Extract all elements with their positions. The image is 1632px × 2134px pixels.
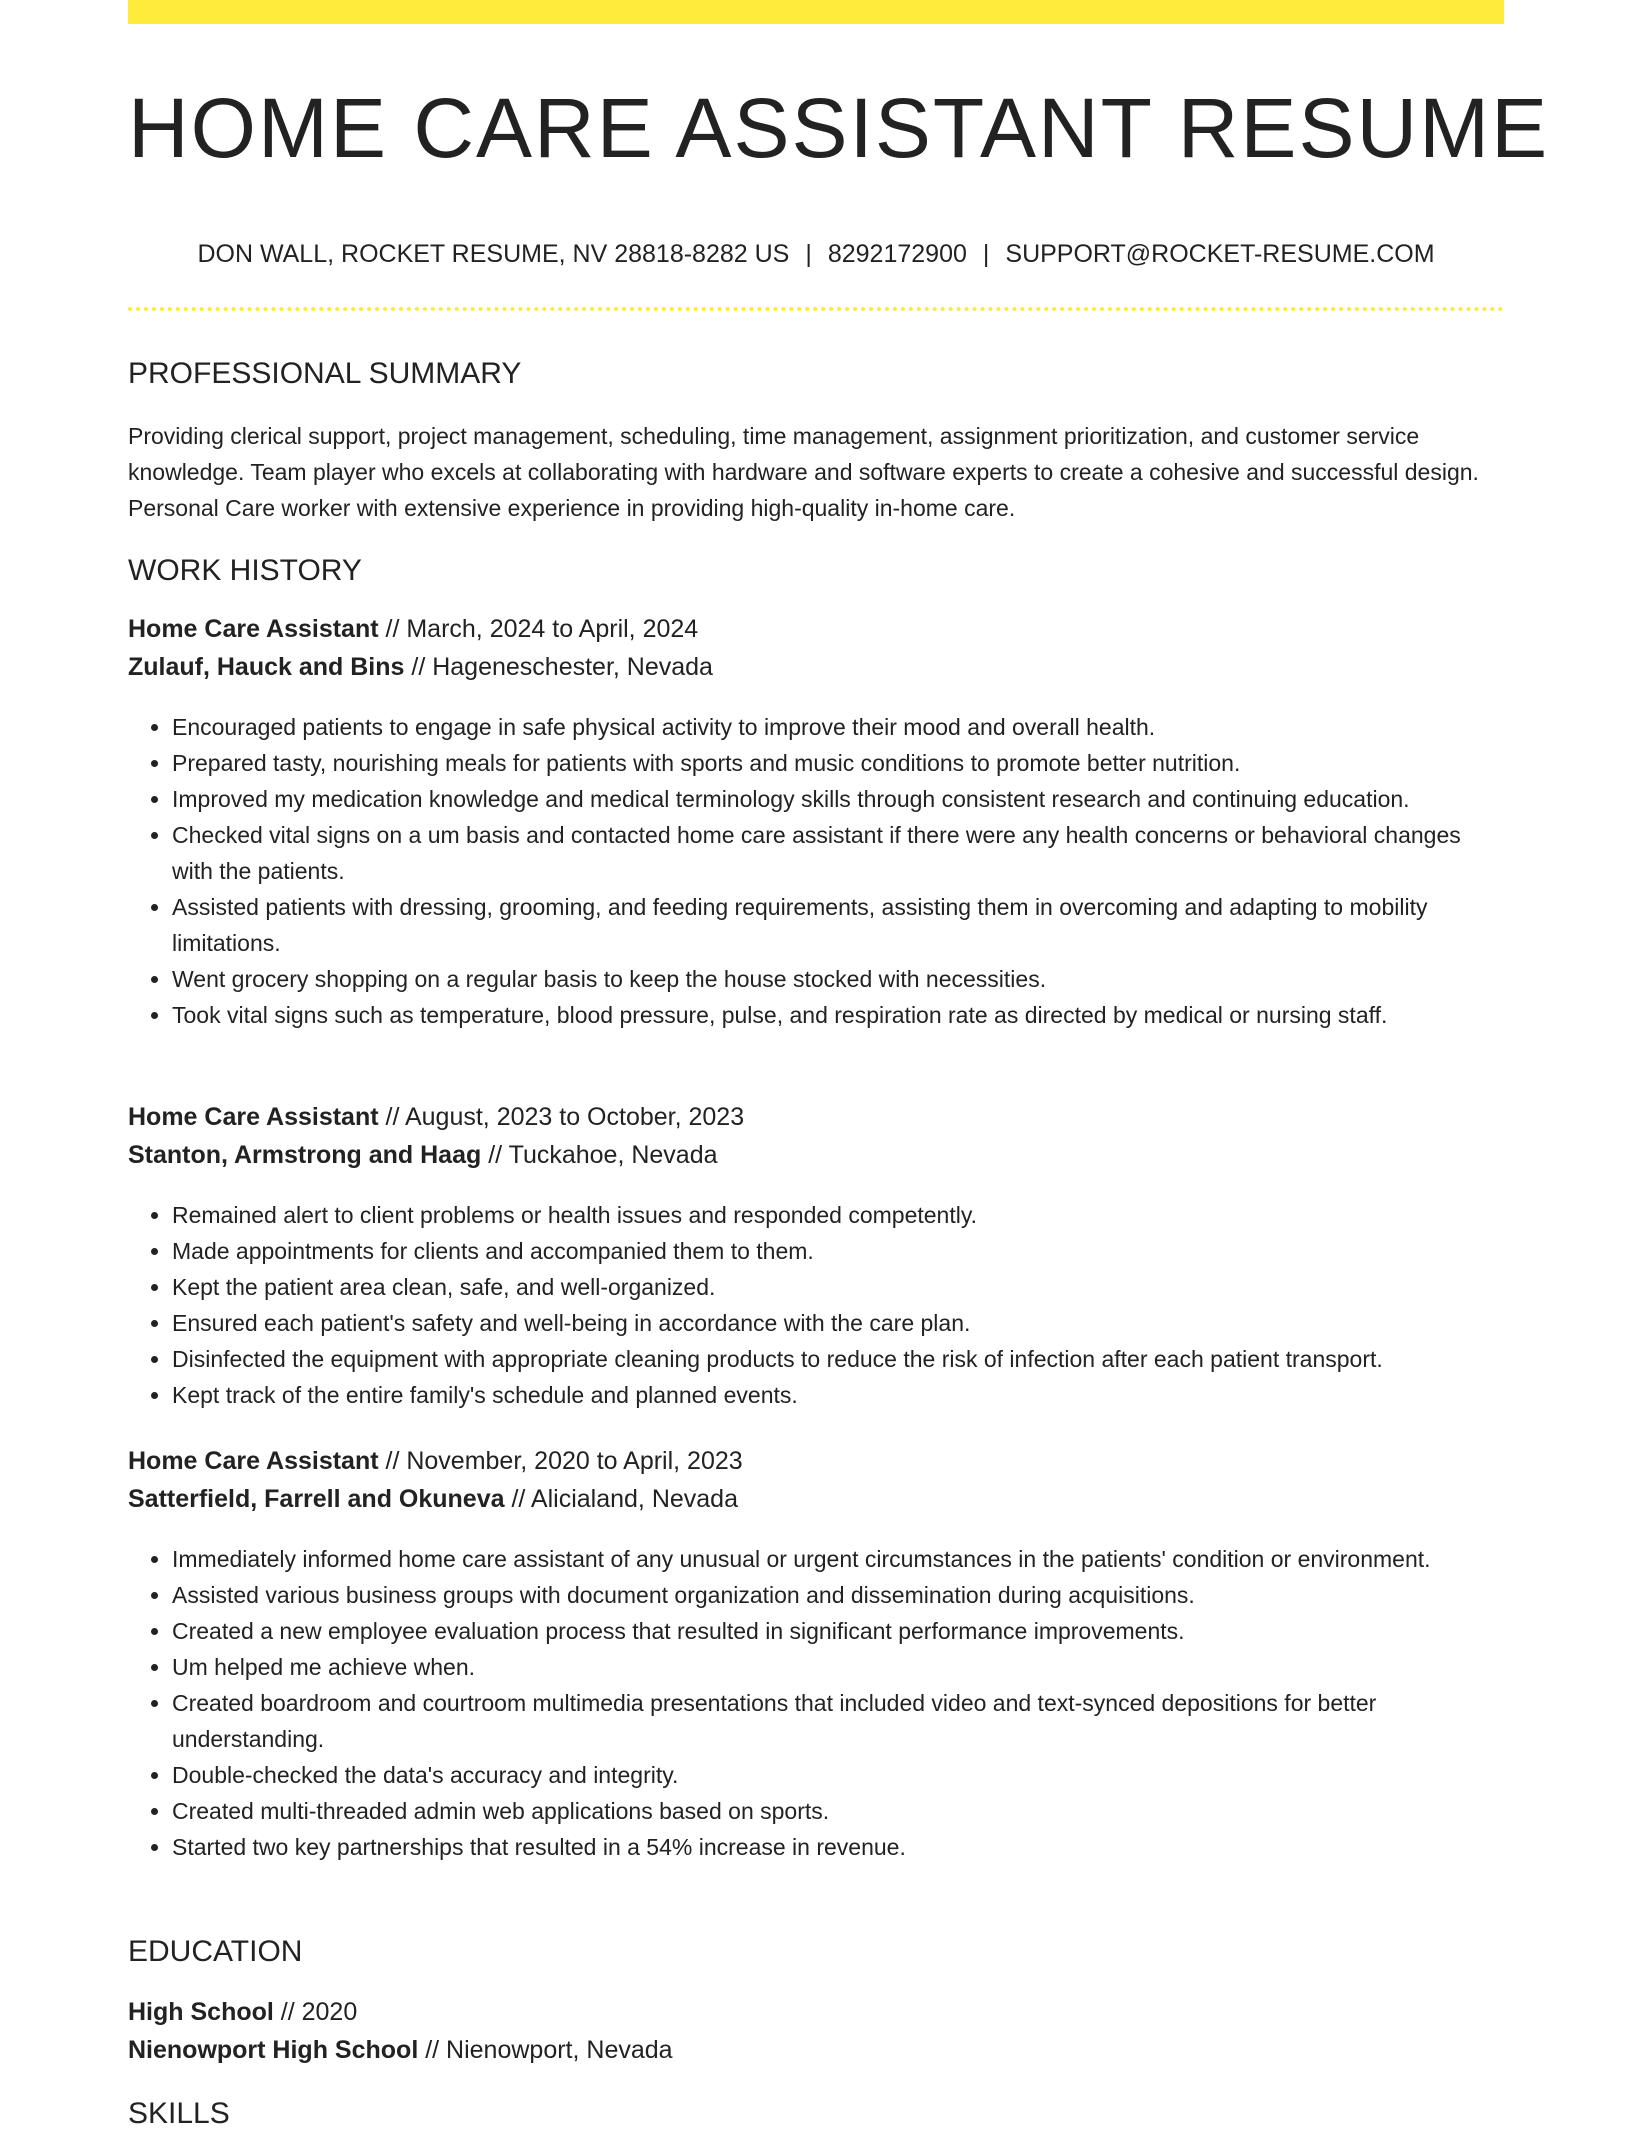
education-heading: EDUCATION bbox=[128, 1935, 303, 1968]
job-location: // Tuckahoe, Nevada bbox=[481, 1141, 718, 1169]
list-item: • Created boardroom and courtroom multimedia presentations that included video and text-synced depositions for better understanding. bbox=[172, 1685, 1504, 1757]
list-item: • Ensured each patient's safety and well-being in accordance with the care plan. bbox=[172, 1305, 1504, 1341]
list-item: • Remained alert to client problems or health issues and responded competently. bbox=[172, 1197, 1504, 1233]
list-item: • Assisted various business groups with document organization and dissemination during acquisitions. bbox=[172, 1577, 1504, 1613]
work-history-heading: WORK HISTORY bbox=[128, 554, 362, 587]
education-degree: High School bbox=[128, 1998, 274, 2026]
job-dates: // August, 2023 to October, 2023 bbox=[378, 1103, 745, 1131]
job-title: Home Care Assistant bbox=[128, 615, 379, 643]
summary-text: Providing clerical support, project management, scheduling, time management, assignment prioritization, and customer service knowledge. Team player who excels at collaborating with hardware and software experts to create a cohesive and successful design. Personal Care worker with extensive experience in providing high-quality in-home care. bbox=[128, 423, 1479, 521]
job-duties-list bbox=[128, 1197, 1504, 1413]
job-company: Satterfield, Farrell and Okuneva bbox=[128, 1485, 505, 1513]
contact-address: DON WALL, ROCKET RESUME, NV 28818-8282 US bbox=[197, 240, 790, 268]
list-item: • Double-checked the data's accuracy and integrity. bbox=[172, 1757, 1504, 1793]
summary-heading: PROFESSIONAL SUMMARY bbox=[128, 357, 522, 390]
list-item: • Assisted patients with dressing, grooming, and feeding requirements, assisting them in overcoming and adapting to mobility limitations. bbox=[172, 889, 1504, 961]
header-divider bbox=[128, 307, 1504, 311]
list-item: • Created multi-threaded admin web applications based on sports. bbox=[172, 1793, 1504, 1829]
job-title: Home Care Assistant bbox=[128, 1447, 379, 1475]
job-company: Stanton, Armstrong and Haag bbox=[128, 1141, 482, 1169]
list-item: • Made appointments for clients and accompanied them to them. bbox=[172, 1233, 1504, 1269]
education-school: Nienowport High School bbox=[128, 2036, 419, 2064]
education-location: // Nienowport, Nevada bbox=[418, 2036, 673, 2064]
contact-line bbox=[128, 236, 1504, 272]
list-item: • Immediately informed home care assistant of any unusual or urgent circumstances in the patients' condition or environment. bbox=[172, 1541, 1504, 1577]
list-item: • Improved my medication knowledge and medical terminology skills through consistent research and continuing education. bbox=[172, 781, 1504, 817]
contact-email: SUPPORT@ROCKET-RESUME.COM bbox=[1005, 240, 1435, 268]
job-company: Zulauf, Hauck and Bins bbox=[128, 653, 405, 681]
list-item: • Checked vital signs on a um basis and contacted home care assistant if there were any health concerns or behavioral changes with the patients. bbox=[172, 817, 1504, 889]
list-item: • Took vital signs such as temperature, blood pressure, pulse, and respiration rate as directed by medical or nursing staff. bbox=[172, 997, 1504, 1033]
list-item: • Kept track of the entire family's schedule and planned events. bbox=[172, 1377, 1504, 1413]
contact-separator: | bbox=[982, 240, 990, 268]
job-dates: // March, 2024 to April, 2024 bbox=[378, 615, 699, 643]
job-company-line bbox=[128, 648, 713, 686]
list-item: • Started two key partnerships that resulted in a 54% increase in revenue. bbox=[172, 1829, 1504, 1865]
job-location: // Alicialand, Nevada bbox=[504, 1485, 738, 1513]
list-item: • Created a new employee evaluation process that resulted in significant performance improvements. bbox=[172, 1613, 1504, 1649]
job-title: Home Care Assistant bbox=[128, 1103, 379, 1131]
education-school-line bbox=[128, 2031, 673, 2069]
job-duties-list bbox=[128, 1541, 1504, 1865]
skills-heading: SKILLS bbox=[128, 2097, 230, 2130]
job-title-line bbox=[128, 1098, 744, 1136]
list-item: • Um helped me achieve when. bbox=[172, 1649, 1504, 1685]
education-year: // 2020 bbox=[273, 1998, 358, 2026]
job-company-line bbox=[128, 1136, 718, 1174]
education-degree-line bbox=[128, 1993, 357, 2031]
list-item: • Prepared tasty, nourishing meals for patients with sports and music conditions to promote better nutrition. bbox=[172, 745, 1504, 781]
job-dates: // November, 2020 to April, 2023 bbox=[378, 1447, 743, 1475]
contact-separator: | bbox=[805, 240, 812, 268]
contact-phone: 8292172900 bbox=[827, 240, 967, 268]
resume-title: HOME CARE ASSISTANT RESUME bbox=[128, 81, 1550, 175]
job-duties-list bbox=[128, 709, 1504, 1033]
list-item: • Kept the patient area clean, safe, and well-organized. bbox=[172, 1269, 1504, 1305]
job-title-line bbox=[128, 610, 698, 648]
job-location: // Hageneschester, Nevada bbox=[404, 653, 713, 681]
list-item: • Encouraged patients to engage in safe physical activity to improve their mood and overall health. bbox=[172, 709, 1504, 745]
list-item: • Went grocery shopping on a regular basis to keep the house stocked with necessities. bbox=[172, 961, 1504, 997]
top-accent-bar bbox=[128, 0, 1504, 24]
job-title-line bbox=[128, 1442, 743, 1480]
list-item: • Disinfected the equipment with appropriate cleaning products to reduce the risk of infection after each patient transport. bbox=[172, 1341, 1504, 1377]
job-company-line bbox=[128, 1480, 738, 1518]
